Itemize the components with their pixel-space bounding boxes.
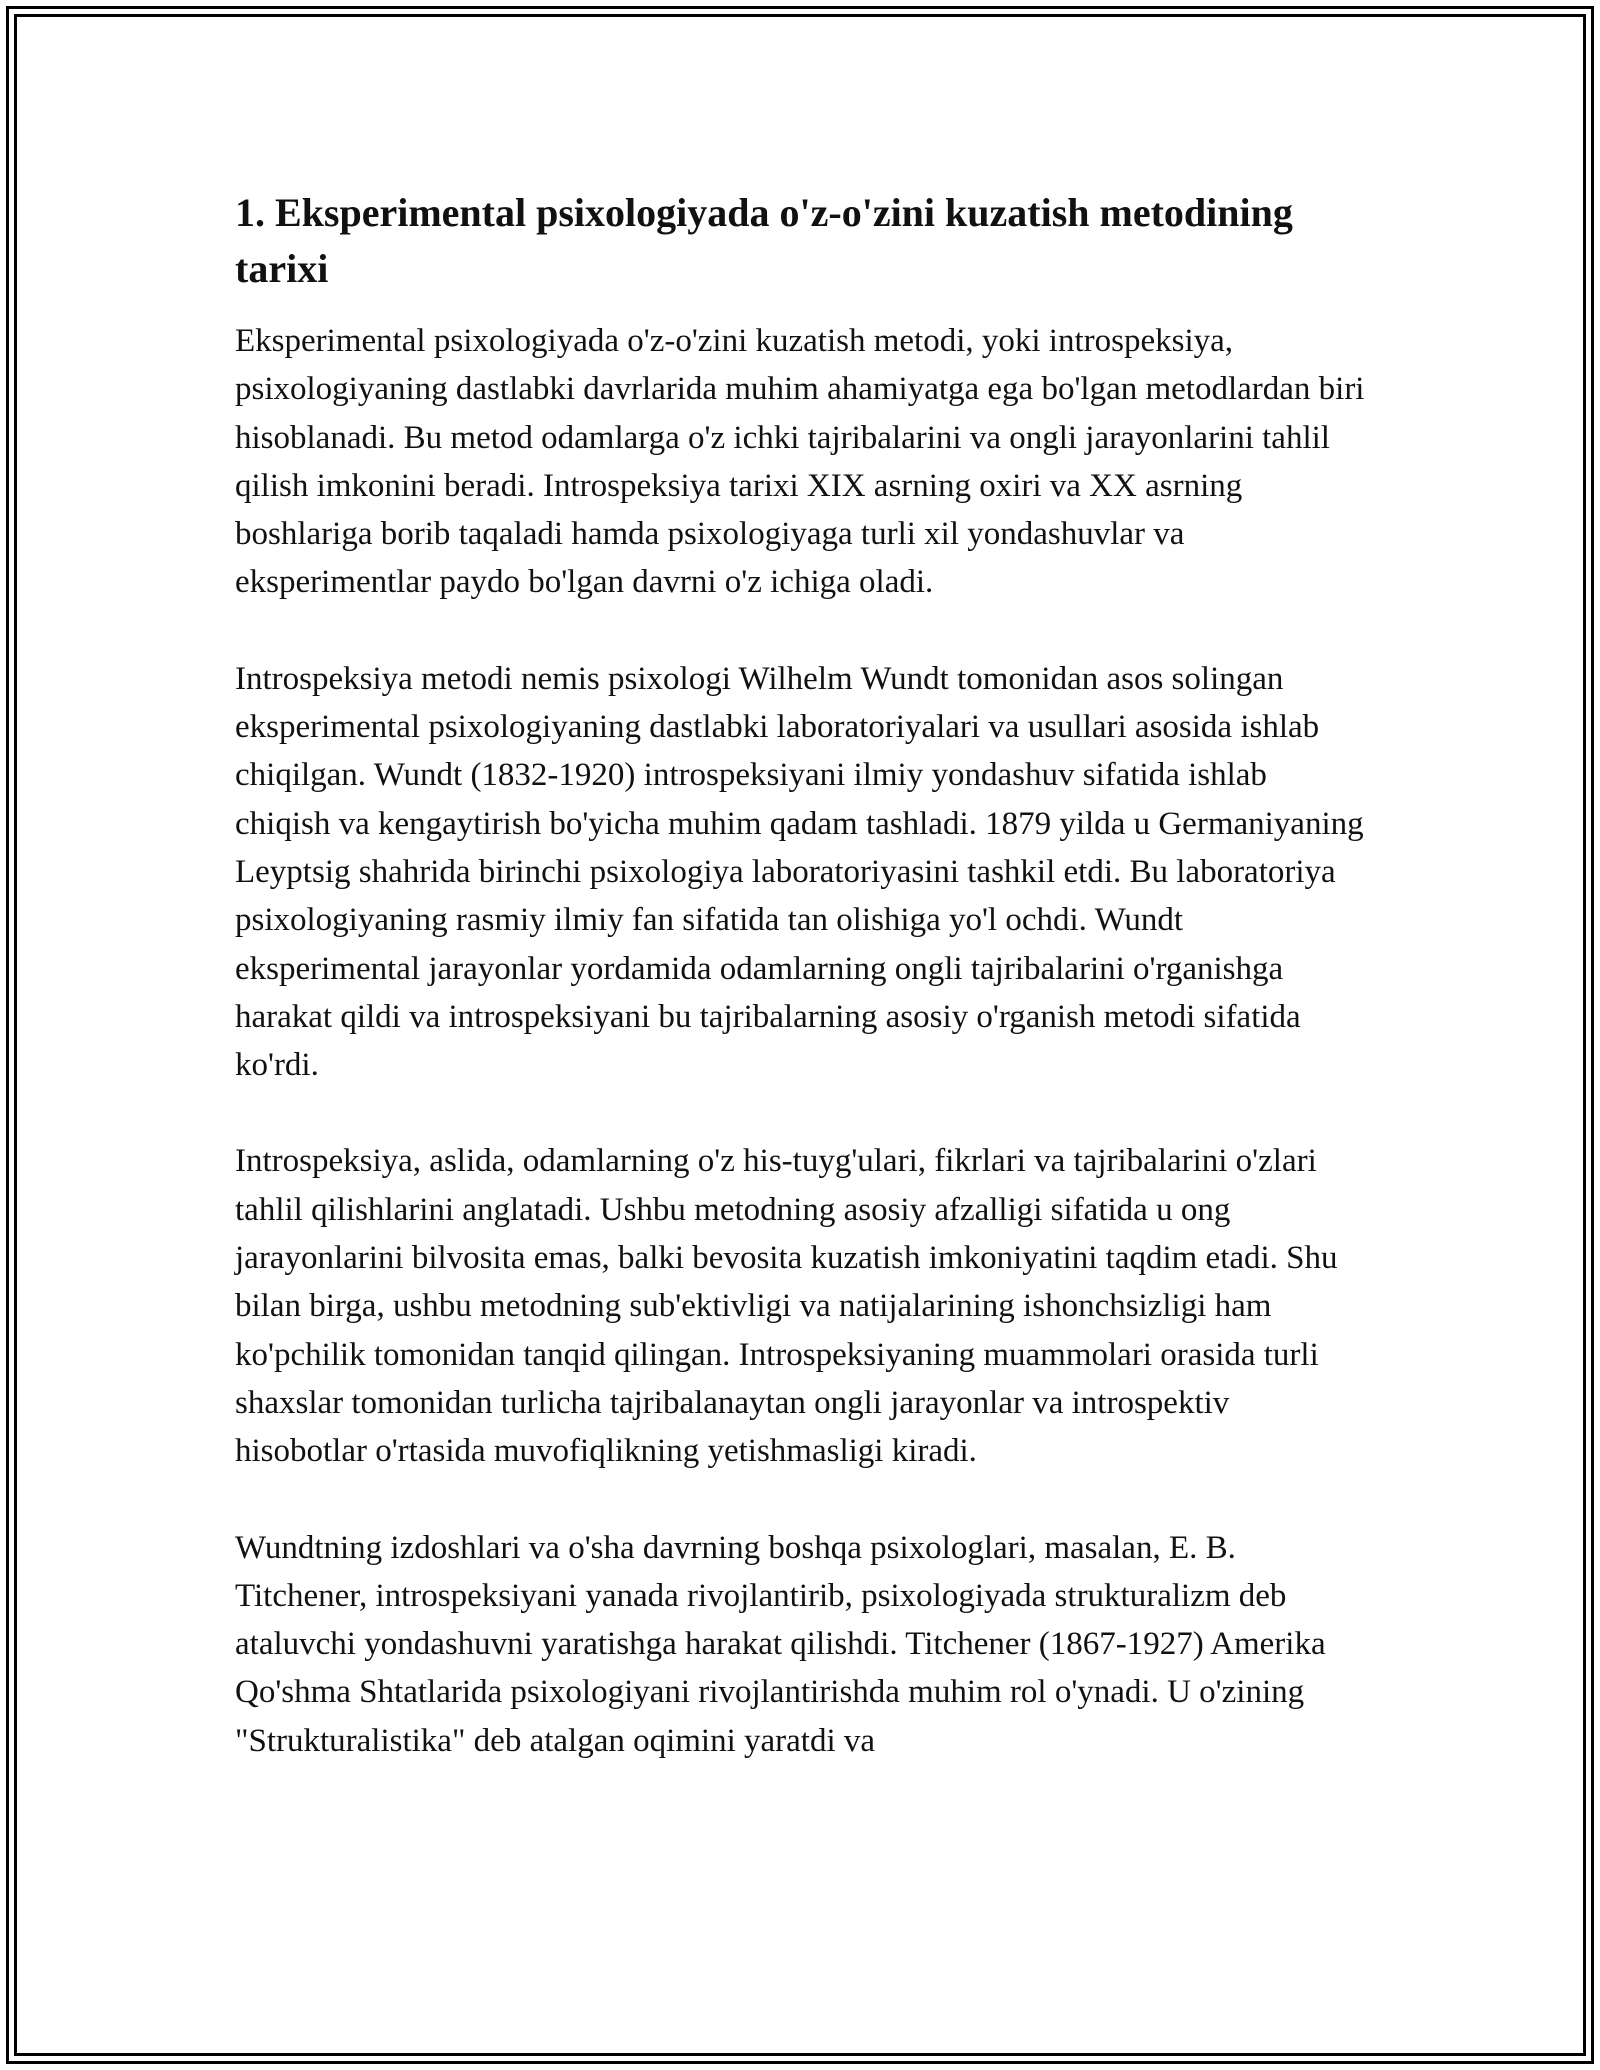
paragraph-1: Eksperimental psixologiyada o'z-o'zini kuzatish metodi, yoki introspeksiya, psixologiyaning dastlabki davrlarida muhim ahamiyatga ega bo'lgan metodlardan biri hisoblanadi. Bu metod odamlarga o'z ichki tajribalarini va ongli jarayonlarini tahlil qilish imkonini beradi. Introspeksiya tarixi XIX asrning oxiri va XX asrning boshlariga borib taqaladi hamda psixologiyaga turli xil yondashuvlar va eksperimentlar paydo bo'lgan davrni o'z ichiga oladi. (235, 323, 1365, 601)
paragraph-4: Wundtning izdoshlari va o'sha davrning boshqa psixologlari, masalan, E. B. Titchener, introspeksiyani yanada rivojlantirib, psixologiyada strukturalizm deb ataluvchi yondashuvni yaratishga harakat qilishdi. Titchener (1867-1927) Amerika Qo'shma Shtatlarida psixologiyani rivojlantirishda muhim rol o'ynadi. U o'zining "Strukturalistika" deb atalgan oqimini yaratdi va (235, 1529, 1326, 1759)
paragraph-3: Introspeksiya, aslida, odamlarning o'z his-tuyg'ulari, fikrlari va tajribalarini o'zlari tahlil qilishlarini anglatadi. Ushbu metodning asosiy afzalligi sifatida u ong jarayonlarini bilvosita emas, balki bevosita kuzatish imkoniyatini taqdim etadi. Shu bilan birga, ushbu metodning sub'ektivligi va natijalarining ishonchsizligi ham ko'pchilik tomonidan tanqid qilingan. Introspeksiyaning muammolari orasida turli shaxslar tomonidan turlicha tajribalanaytan ongli jarayonlar va introspektiv hisobotlar o'rtasida muvofiqlikning yetishmasligi kiradi. (235, 1143, 1338, 1470)
paragraph-2: Introspeksiya metodi nemis psixologi Wilhelm Wundt tomonidan asos solingan eksperimental psixologiyaning dastlabki laboratoriyalari va usullari asosida ishlab chiqilgan. Wundt (1832-1920) introspeksiyani ilmiy yondashuv sifatida ishlab chiqish va kengaytirish bo'yicha muhim qadam tashladi. 1879 yilda u Germaniyaning Leyptsig shahrida birinchi psixologiya laboratoriyasini tashkil etdi. Bu laboratoriya psixologiyaning rasmiy ilmiy fan sifatida tan olishiga yo'l ochdi. Wundt eksperimental jarayonlar yordamida odamlarning ongli tajribalarini o'rganishga harakat qildi va introspeksiyani bu tajribalarning asosiy o'rganish metodi sifatida ko'rdi. (235, 660, 1364, 1084)
section-heading: 1. Eksperimental psixologiyada o'z-o'zini kuzatish metodining tarixi (235, 190, 1293, 291)
document-body (235, 185, 1367, 1813)
